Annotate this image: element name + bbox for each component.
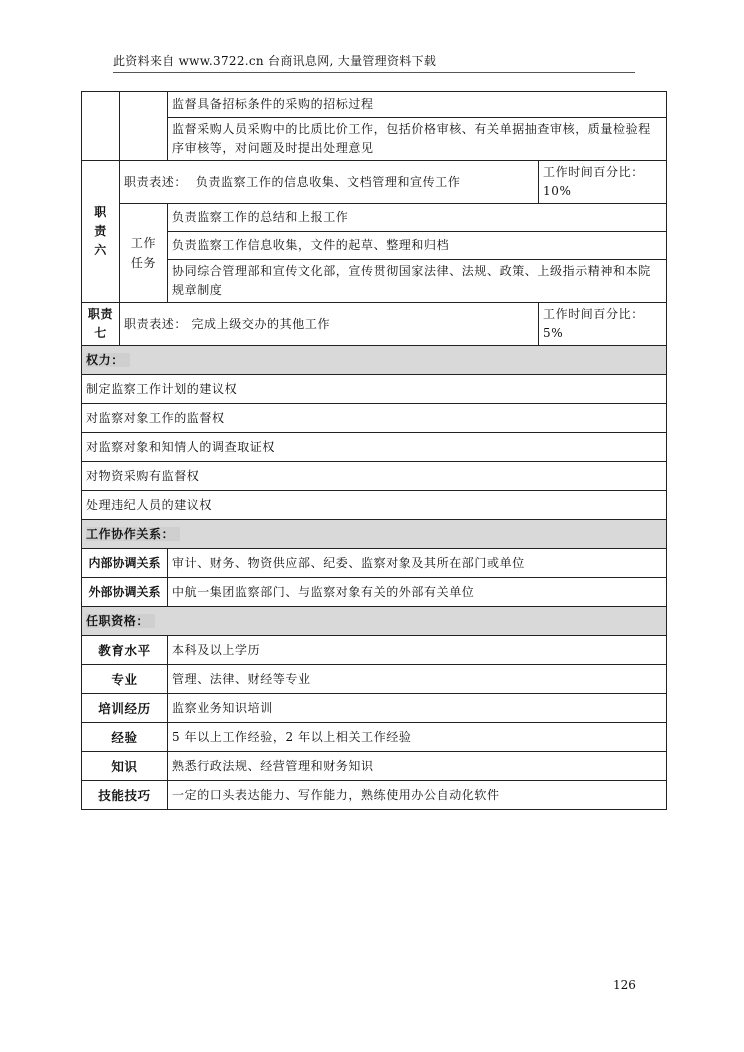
- qualification-label: 培训经历: [82, 694, 168, 723]
- job-description-table: [81, 91, 667, 810]
- internal-relations-value: 审计、财务、物资供应部、纪委、监察对象及其所在部门或单位: [168, 549, 667, 578]
- table-row: [82, 578, 667, 607]
- task-item: 负责监察工作的总结和上报工作: [168, 204, 667, 232]
- duty7-label: [82, 303, 120, 346]
- duty6-task-label: [120, 204, 168, 303]
- internal-relations-label: 内部协调关系: [82, 549, 168, 578]
- table-row: [82, 636, 667, 665]
- duty7-time-value: 5%: [543, 326, 564, 340]
- qualification-label: 教育水平: [82, 636, 168, 665]
- external-relations-value: 中航一集团监察部门、与监察对象有关的外部有关单位: [168, 578, 667, 607]
- duty6-label: [82, 161, 120, 303]
- power-item: 处理违纪人员的建议权: [82, 491, 667, 520]
- section-header-relations: [82, 520, 667, 549]
- duty6-task-label-line: 工作: [130, 236, 157, 250]
- duty7-label-line: 职责: [87, 307, 114, 321]
- table-row: [82, 781, 667, 810]
- duty6-label-char: 责: [94, 224, 107, 238]
- power-item: 制定监察工作计划的建议权: [82, 375, 667, 404]
- qualification-label: 专业: [82, 665, 168, 694]
- relations-title: [82, 520, 667, 549]
- table-row: [82, 549, 667, 578]
- table-row: [82, 260, 667, 303]
- external-relations-label: 外部协调关系: [82, 578, 168, 607]
- duty7-label-line: 七: [94, 326, 107, 340]
- task-item: 协同综合管理部和宣传文化部，宣传贯彻国家法律、法规、政策、上级指示精神和本院规章制度: [168, 260, 667, 303]
- powers-title: [82, 346, 667, 375]
- duty7-desc-text: 完成上级交办的其他工作: [191, 316, 331, 331]
- qualification-value: 一定的口头表达能力、写作能力，熟练使用办公自动化软件: [168, 781, 667, 810]
- duty6-task-label-line: 任务: [130, 256, 157, 270]
- duty6-time: [539, 161, 667, 204]
- duty6-time-label: 工作时间百分比：: [543, 165, 644, 179]
- duty6-time-value: 10%: [543, 184, 572, 198]
- task-item: 监督具备招标条件的采购的招标过程: [168, 92, 667, 118]
- duty7-time: [539, 303, 667, 346]
- duty-label-cell: [82, 92, 120, 161]
- qualification-value: 熟悉行政法规、经营管理和财务知识: [168, 752, 667, 781]
- qualification-value: 管理、法律、财经等专业: [168, 665, 667, 694]
- qualification-value: 5 年以上工作经验，2 年以上相关工作经验: [168, 723, 667, 752]
- relations-title-text: 工作协作关系：: [86, 527, 180, 541]
- table-row: [82, 723, 667, 752]
- qualification-label: 技能技巧: [82, 781, 168, 810]
- table-row: [82, 694, 667, 723]
- table-row: [82, 118, 667, 161]
- duty6-label-char: 职: [94, 205, 107, 219]
- duty6-desc-text: 负责监察工作的信息收集、文档管理和宣传工作: [195, 174, 461, 189]
- table-row: [82, 92, 667, 118]
- task-item: 负责监察工作信息收集，文件的起草、整理和归档: [168, 232, 667, 260]
- qualification-label: 知识: [82, 752, 168, 781]
- duty7-time-label: 工作时间百分比：: [543, 307, 644, 321]
- duty6-description: [120, 161, 539, 204]
- qualification-label: 经验: [82, 723, 168, 752]
- task-item: 监督采购人员采购中的比质比价工作，包括价格审核、有关单据抽查审核，质量检验程序审核等，对问题及时提出处理意见: [168, 118, 667, 161]
- section-header-qualifications: [82, 607, 667, 636]
- table-row: [82, 232, 667, 260]
- qualifications-title: [82, 607, 667, 636]
- list-item: [82, 375, 667, 404]
- table-row: [82, 303, 667, 346]
- duty6-desc-label: 职责表述：: [124, 174, 188, 189]
- list-item: [82, 404, 667, 433]
- list-item: [82, 491, 667, 520]
- page-header: 此资料来自 www.3722.cn 台商讯息网, 大量管理资料下载: [113, 52, 635, 73]
- duty7-description: [120, 303, 539, 346]
- duty6-label-char: 六: [94, 243, 107, 257]
- page-number: 126: [613, 978, 636, 992]
- power-item: 对物资采购有监督权: [82, 462, 667, 491]
- qualification-value: 本科及以上学历: [168, 636, 667, 665]
- powers-title-text: 权力：: [86, 353, 130, 367]
- table-row: [82, 752, 667, 781]
- power-item: 对监察对象和知情人的调查取证权: [82, 433, 667, 462]
- qualification-value: 监察业务知识培训: [168, 694, 667, 723]
- table-row: [82, 161, 667, 204]
- section-header-powers: [82, 346, 667, 375]
- power-item: 对监察对象工作的监督权: [82, 404, 667, 433]
- duty7-desc-label: 职责表述：: [124, 316, 188, 331]
- table-row: [82, 204, 667, 232]
- table-row: [82, 665, 667, 694]
- qualifications-title-text: 任职资格：: [86, 614, 155, 628]
- task-label-cell: [120, 92, 168, 161]
- list-item: [82, 433, 667, 462]
- list-item: [82, 462, 667, 491]
